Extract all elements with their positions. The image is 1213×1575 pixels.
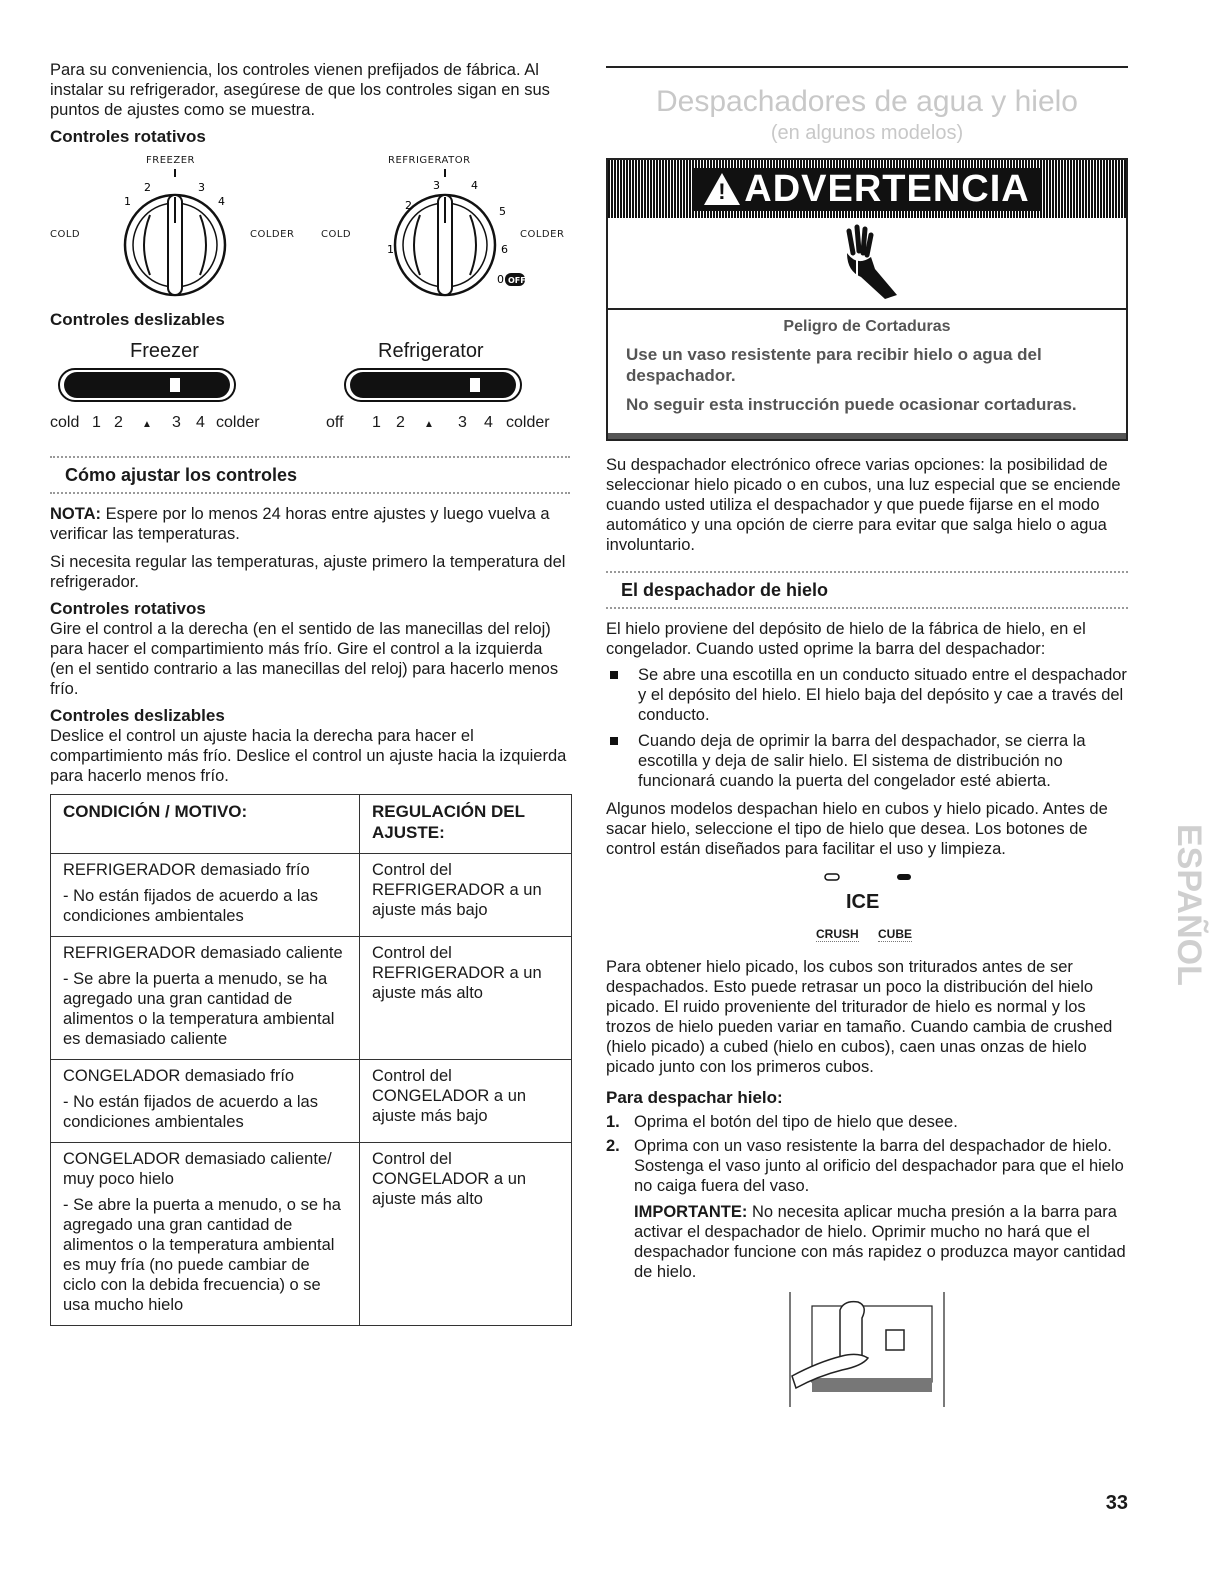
- warning-triangle-icon: !: [704, 173, 740, 205]
- important-text: No necesita aplicar mucha presión a la barra para activar el despachador de hielo. Oprimir mucho no hará que el despachador funcione con más rapidez o produzca mayor cantidad de hielo.: [634, 1203, 1126, 1281]
- warning-body: [608, 310, 1126, 439]
- freezer-slider-track[interactable]: [64, 372, 230, 398]
- table-header-row: [51, 795, 572, 854]
- crush-indicator-icon: [824, 873, 840, 881]
- table-header-adjustment: REGULACIÓN DEL AJUSTE:: [360, 795, 572, 854]
- scale-3: 3: [458, 414, 467, 431]
- cell-adjustment: Control del REFRIGERADOR a un ajuste más alto: [360, 937, 572, 1060]
- slide-paragraph: Deslice el control un ajuste hacia la derecha para hacer el compartimiento más frío. Deslice el control un ajuste hacia la izquierda para hacerlo menos frío.: [50, 727, 567, 785]
- conditions-table: [50, 794, 572, 1326]
- freezer-slider-title: Freezer: [130, 340, 199, 362]
- left-column: [50, 60, 570, 1326]
- divider: [606, 571, 1128, 573]
- freezer-dial-label: FREEZER: [146, 155, 195, 166]
- svg-text:6: 6: [501, 243, 508, 256]
- svg-text:0: 0: [497, 273, 504, 286]
- slide-heading-2: Controles deslizables: [50, 706, 225, 725]
- freezer-slider-scale: [50, 414, 260, 432]
- scale-colder: colder: [216, 414, 260, 431]
- svg-text:2: 2: [144, 181, 151, 194]
- cell-adjustment: Control del CONGELADOR a un ajuste más bajo: [360, 1060, 572, 1143]
- rotary-heading-2: Controles rotativos: [50, 599, 206, 618]
- right-column: [606, 60, 1128, 1412]
- warning-header: [608, 160, 1126, 218]
- table-row: [51, 854, 572, 937]
- dispenser-intro: Su despachador electrónico ofrece varias opciones: la posibilidad de seleccionar hielo picado o en cubos, una luz especial que se enciende cuando usted utiliza el despachador y que puede fijarse en el modo automático y una opción de cierre para evitar que salga hielo o agua involuntario.: [606, 456, 1121, 554]
- scale-4: 4: [196, 414, 205, 431]
- fridge-slider-title: Refrigerator: [378, 340, 484, 362]
- table-row: [51, 937, 572, 1060]
- cell-condition: REFRIGERADOR demasiado caliente: [63, 944, 343, 962]
- cell-adjustment: Control del CONGELADOR a un ajuste más alto: [360, 1143, 572, 1326]
- divider: [606, 607, 1128, 609]
- scale-3: 3: [172, 414, 181, 431]
- intro-paragraph: Para su conveniencia, los controles vienen prefijados de fábrica. Al instalar su refrigerador, asegúrese de que los controles sigan en sus puntos de ajustes como se muestra.: [50, 61, 550, 119]
- warning-text: ADVERTENCIA: [744, 167, 1030, 210]
- scale-4: 4: [484, 414, 493, 431]
- hand-cut-icon: [827, 223, 907, 303]
- cube-indicator-icon: [896, 873, 912, 881]
- scale-2: 2: [114, 414, 123, 431]
- freezer-slider-knob[interactable]: [170, 378, 180, 392]
- note-paragraph: [50, 504, 570, 544]
- step-number: 2.: [606, 1137, 620, 1155]
- fridge-cold-label: COLD: [321, 229, 352, 240]
- step-text: Oprima con un vaso resistente la barra del despachador de hielo. Sostenga el vaso junto al orificio del despachador para que el hielo no caiga fuera del vaso.: [634, 1137, 1124, 1195]
- dispense-steps: [606, 1112, 1128, 1196]
- language-side-tab: [1150, 820, 1208, 1050]
- note-label: NOTA:: [50, 505, 102, 523]
- svg-text:3: 3: [198, 181, 205, 194]
- dispenser-bullets: [606, 665, 1128, 791]
- regulate-paragraph: Si necesita regular las temperaturas, ajuste primero la temperatura del refrigerador.: [50, 553, 566, 591]
- scale-cold: cold: [50, 414, 80, 431]
- cell-condition: CONGELADOR demasiado frío: [63, 1067, 295, 1085]
- table-row: [51, 1060, 572, 1143]
- svg-text:4: 4: [471, 179, 478, 192]
- cell-reason: - Se abre la puerta a menudo, se ha agregado una gran cantidad de alimentos o la temperatura ambiental es demasiado caliente: [63, 970, 335, 1048]
- cell-reason: - Se abre la puerta a menudo, o se ha agregado una gran cantidad de alimentos o la temperatura ambiental es muy fría (no puede cambiar de ciclo con la debida frecuencia) o se usa mucho hielo: [63, 1196, 341, 1314]
- dispense-heading: Para despachar hielo:: [606, 1088, 783, 1107]
- dispenser-illustration: [782, 1292, 952, 1407]
- crushed-ice-paragraph: Para obtener hielo picado, los cubos son triturados antes de ser despachados. Esto puede retrasar un poco la distribución del hielo picado. El ruido proveniente del triturador de hielo es normal y los trozos de hielo pueden variar en tamaño. Cuando cambia de crushed (hielo picado) a cubed (hielo en cubos), caen unas onzas de hielo picado junto con los primeros cubos.: [606, 958, 1113, 1076]
- freezer-dial[interactable]: [110, 165, 240, 295]
- warning-line-1: Use un vaso resistente para recibir hielo o agua del despachador.: [626, 345, 1042, 385]
- danger-title: Peligro de Cortaduras: [783, 318, 951, 335]
- important-paragraph: [606, 1202, 1128, 1282]
- slide-controls-figure: [50, 330, 570, 460]
- cut-hazard-icon: [608, 218, 1126, 310]
- scale-1: 1: [372, 414, 381, 431]
- note-text: Espere por lo menos 24 horas entre ajustes y luego vuelva a verificar las temperaturas.: [50, 505, 550, 543]
- side-tab-text: ESPAÑOL: [1170, 824, 1208, 986]
- cell-reason: - No están fijados de acuerdo a las condiciones ambientales: [63, 1093, 318, 1131]
- refrigerator-dial[interactable]: [375, 165, 525, 295]
- svg-text:1: 1: [387, 243, 394, 256]
- scale-marker: ▲: [424, 419, 434, 430]
- list-item: Cuando deja de oprimir la barra del despachador, se cierra la escotilla y deja de salir hielo. El sistema de distribución no funcionará cuando la puerta del congelador esté abierta.: [606, 731, 1128, 791]
- table-header-condition: CONDICIÓN / MOTIVO:: [51, 795, 360, 854]
- how-to-adjust-heading: Cómo ajustar los controles: [65, 465, 298, 485]
- ice-type-paragraph: Algunos modelos despachan hielo en cubos y hielo picado. Antes de sacar hielo, seleccione el tipo de hielo que desea. Los botones de control están diseñados para facilitar el uso y limpieza.: [606, 800, 1108, 858]
- table-row: [51, 1143, 572, 1326]
- warning-line-2: No seguir esta instrucción puede ocasionar cortaduras.: [626, 395, 1077, 414]
- cell-adjustment: Control del REFRIGERADOR a un ajuste más bajo: [360, 854, 572, 937]
- fridge-slider-track[interactable]: [350, 372, 516, 398]
- ice-label: ICE: [846, 891, 880, 913]
- list-item: [606, 1136, 1128, 1196]
- scale-marker: ▲: [142, 419, 152, 430]
- rotary-dials-figure: [50, 147, 570, 297]
- ice-dispenser-heading: El despachador de hielo: [621, 580, 829, 600]
- scale-off: off: [326, 414, 344, 431]
- svg-text:2: 2: [405, 199, 412, 212]
- svg-text:1: 1: [124, 195, 131, 208]
- fridge-slider-knob[interactable]: [470, 378, 480, 392]
- step-number: 1.: [606, 1113, 620, 1131]
- important-label: IMPORTANTE:: [634, 1203, 748, 1221]
- section-title: Despachadores de agua y hielo: [656, 85, 1078, 118]
- step-text: Oprima el botón del tipo de hielo que desee.: [634, 1113, 958, 1131]
- section-subtitle: (en algunos modelos): [770, 122, 964, 144]
- cell-condition: CONGELADOR demasiado caliente/ muy poco hielo: [63, 1150, 332, 1188]
- svg-text:3: 3: [433, 179, 440, 192]
- cell-reason: - No están fijados de acuerdo a las condiciones ambientales: [63, 887, 318, 925]
- slide-controls-heading: Controles deslizables: [50, 310, 225, 329]
- page-number: 33: [1105, 1492, 1128, 1514]
- freezer-cold-label: COLD: [50, 229, 81, 240]
- refrigerator-dial-label: REFRIGERATOR: [388, 155, 471, 166]
- crush-button[interactable]: CRUSH: [816, 927, 859, 941]
- ice-control-panel: [606, 859, 1128, 949]
- warning-box: [606, 158, 1128, 441]
- svg-text:4: 4: [218, 195, 225, 208]
- warning-label: [692, 168, 1041, 211]
- scale-2: 2: [396, 414, 405, 431]
- ice-source-paragraph: El hielo proviene del depósito de hielo de la fábrica de hielo, en el congelador. Cuando usted oprime la barra del despachador:: [606, 620, 1086, 658]
- svg-text:5: 5: [499, 205, 506, 218]
- cube-button[interactable]: CUBE: [878, 927, 913, 941]
- rotary-paragraph: Gire el control a la derecha (en el sentido de las manecillas del reloj) para hacer el compartimiento más frío. Gire el control a la izquierda (en el sentido contrario a las manecillas del reloj) para hacerlo menos frío.: [50, 620, 559, 698]
- scale-1: 1: [92, 414, 101, 431]
- list-item: Se abre una escotilla en un conducto situado entre el despachador y el depósito del hielo. El hielo baja del depósito y cae a través del conducto.: [606, 665, 1128, 725]
- svg-text:OFF: OFF: [508, 276, 526, 285]
- freezer-colder-label: COLDER: [250, 229, 295, 240]
- scale-colder: colder: [506, 414, 550, 431]
- fridge-slider-scale: [326, 414, 550, 432]
- divider: [50, 492, 570, 494]
- rotary-controls-heading: Controles rotativos: [50, 127, 206, 146]
- list-item: [606, 1112, 1128, 1132]
- top-rule: [606, 66, 1128, 68]
- fridge-colder-label: COLDER: [520, 229, 565, 240]
- cell-condition: REFRIGERADOR demasiado frío: [63, 861, 310, 879]
